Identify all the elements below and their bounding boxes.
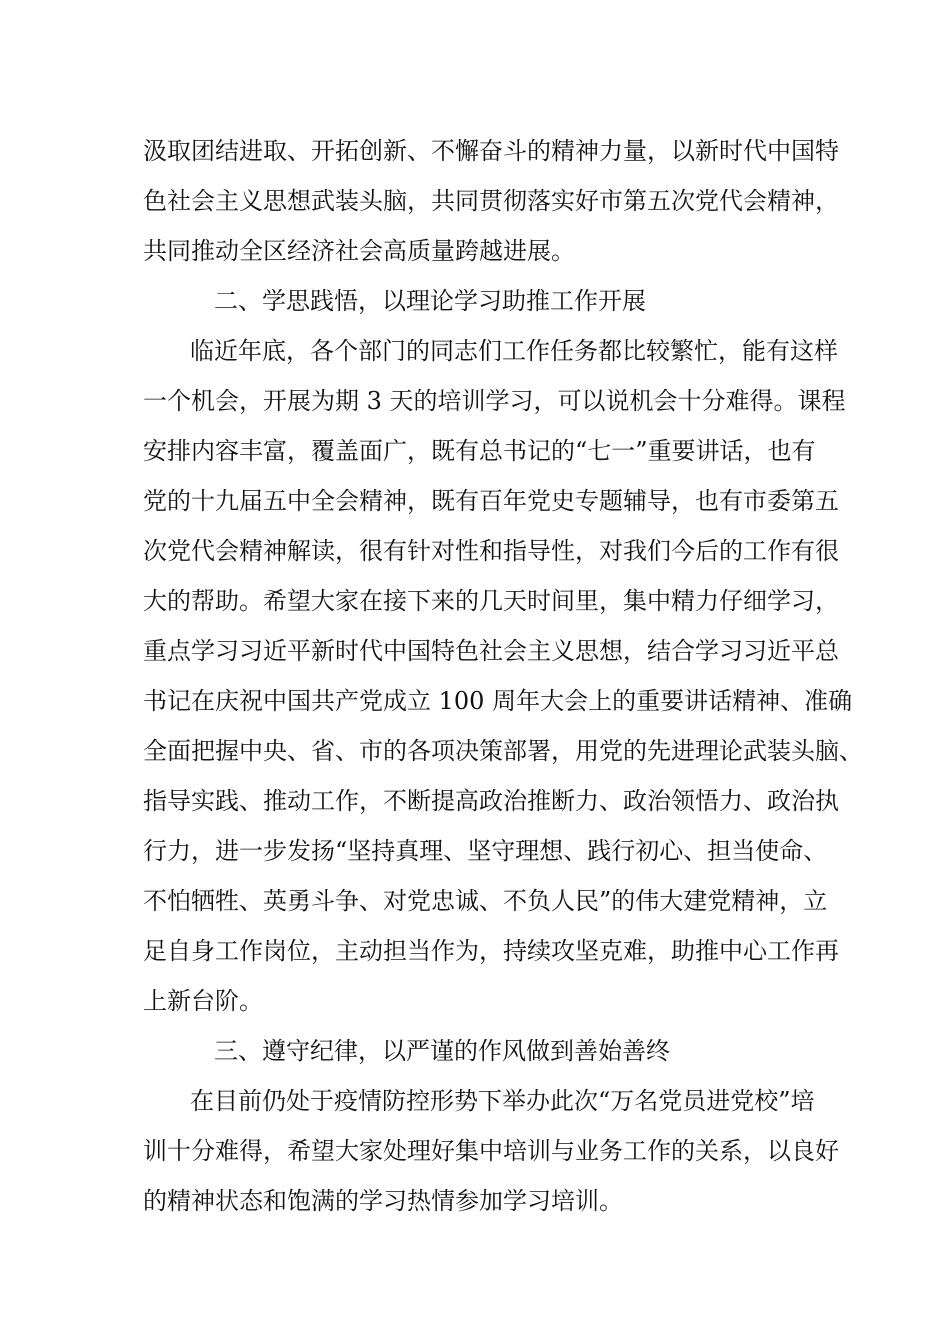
paragraph-line: 临近年底，各个部门的同志们工作任务都比较繁忙，能有这样 (190, 337, 838, 365)
paragraph-line: 共同推动全区经济社会高质量跨越进展。 (143, 237, 575, 265)
paragraph-line: 色社会主义思想武装头脑，共同贯彻落实好市第五次党代会精神， (143, 187, 839, 215)
paragraph-line: 在目前仍处于疫情防控形势下举办此次“万名党员进党校”培 (190, 1087, 815, 1115)
paragraph-line: 汲取团结进取、开拓创新、不懈奋斗的精神力量，以新时代中国特 (143, 137, 839, 165)
paragraph-line: 党的十九届五中全会精神，既有百年党史专题辅导，也有市委第五 (143, 487, 839, 515)
paragraph-line: 安排内容丰富，覆盖面广，既有总书记的“七一”重要讲话，也有 (143, 437, 816, 465)
paragraph-line: 行力，进一步发扬“坚持真理、坚守理想、践行初心、担当使命、 (143, 837, 828, 865)
paragraph-line: 不怕牺牲、英勇斗争、对党忠诚、不负人民”的伟大建党精神，立 (143, 887, 828, 915)
paragraph-line: 训十分难得，希望大家处理好集中培训与业务工作的关系，以良好 (143, 1137, 839, 1165)
paragraph-line: 书记在庆祝中国共产党成立 100 周年大会上的重要讲话精神、准确 (143, 687, 853, 715)
paragraph-line: 指导实践、推动工作，不断提高政治推断力、政治领悟力、政治执 (143, 787, 839, 815)
paragraph-line: 全面把握中央、省、市的各项决策部署，用党的先进理论武装头脑、 (143, 737, 863, 765)
paragraph-line: 的精神状态和饱满的学习热情参加学习培训。 (143, 1187, 623, 1215)
paragraph-line: 重点学习习近平新时代中国特色社会主义思想，结合学习习近平总 (143, 637, 839, 665)
paragraph-line: 大的帮助。希望大家在接下来的几天时间里，集中精力仔细学习， (143, 587, 839, 615)
paragraph-line: 足自身工作岗位，主动担当作为，持续攻坚克难，助推中心工作再 (143, 937, 839, 965)
paragraph-line: 上新台阶。 (143, 987, 263, 1015)
paragraph-line: 次党代会精神解读，很有针对性和指导性，对我们今后的工作有很 (143, 537, 839, 565)
paragraph-line: 一个机会，开展为期 3 天的培训学习，可以说机会十分难得。课程 (143, 387, 846, 415)
section-heading: 二、学思践悟，以理论学习助推工作开展 (214, 287, 646, 315)
section-heading: 三、遵守纪律，以严谨的作风做到善始善终 (214, 1037, 670, 1065)
